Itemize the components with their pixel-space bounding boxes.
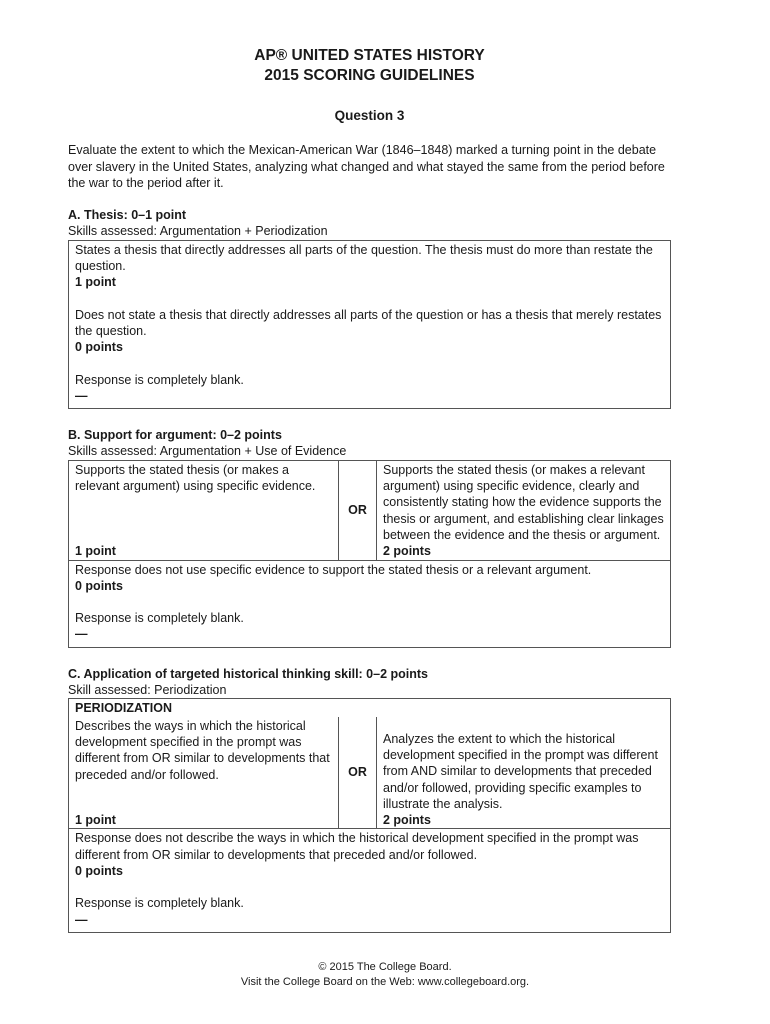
section-a-box: [68, 240, 671, 409]
section-b-crit0: Response does not use specific evidence to support the stated thesis or a relevant argument.: [75, 562, 592, 577]
section-b-dash: —: [75, 627, 88, 642]
section-b-skills: Skills assessed: Argumentation + Use of Evidence: [68, 444, 347, 459]
section-c-score0: 0 points: [75, 863, 123, 878]
section-b-split-row: [69, 461, 670, 561]
section-a-blank: Response is completely blank.: [75, 372, 244, 387]
section-b-left-text: Supports the stated thesis (or makes a relevant argument) using specific evidence.: [75, 462, 316, 494]
section-c-crit0: Response does not describe the ways in which the historical development specified in the prompt was different from OR similar to developments that preceded and/or followed.: [75, 831, 639, 862]
section-b-right-cell: [377, 461, 670, 560]
section-a-criteria: [69, 241, 670, 408]
footer-visit: Visit the College Board on the Web: www.collegeboard.org.: [240, 976, 530, 988]
section-c-dash: —: [75, 912, 88, 927]
section-c-split-row: [69, 717, 670, 830]
question-prompt: Evaluate the extent to which the Mexican-American War (1846–1848) marked a turning point in the debate over slavery in the United States, analyzing what changed and what stayed the same from the period before the war to the period after it.: [68, 143, 665, 190]
section-a-dash: —: [75, 388, 88, 403]
document-page: [68, 46, 671, 933]
section-c-right-score: 2 points: [383, 813, 431, 828]
section-a-score1: 1 point: [75, 275, 116, 290]
section-b-right-score: 2 points: [383, 544, 431, 559]
section-c-left-cell: [69, 717, 339, 829]
section-a-crit0: Does not state a thesis that directly addresses all parts of the question or has a thesis that merely restates the question.: [75, 307, 662, 338]
section-c-heading: C. Application of targeted historical thinking skill: 0–2 points: [68, 666, 428, 681]
section-a-score0: 0 points: [75, 340, 123, 355]
section-c-right-text: Analyzes the extent to which the historical development specified in the prompt was different from AND similar to developments that preceded and/or followed, providing specific examples to illustrate the analysis.: [383, 731, 658, 811]
section-c-skills: Skill assessed: Periodization: [68, 683, 227, 698]
section-b-or: OR: [339, 461, 377, 560]
section-b-box: [68, 460, 671, 648]
question-number: Question 3: [334, 108, 405, 123]
section-a-heading: A. Thesis: 0–1 point: [68, 208, 187, 223]
section-c-left-text: Describes the ways in which the historical development specified in the prompt was different from OR similar to developments that preceded and/or followed.: [75, 718, 330, 782]
section-b-left-cell: [69, 461, 339, 560]
section-c-left-score: 1 point: [75, 813, 116, 828]
section-b-left-score: 1 point: [75, 544, 116, 559]
section-c-or: OR: [339, 717, 377, 829]
page-title-line2: 2015 SCORING GUIDELINES: [264, 67, 475, 84]
section-c-right-cell: [377, 717, 670, 829]
section-a-skills: Skills assessed: Argumentation + Periodization: [68, 224, 328, 239]
section-c-zero-cell: [69, 829, 670, 931]
section-b-heading: B. Support for argument: 0–2 points: [68, 428, 282, 443]
section-c-blank: Response is completely blank.: [75, 896, 244, 911]
footer-copyright: © 2015 The College Board.: [318, 961, 452, 973]
page-title-line1: AP® UNITED STATES HISTORY: [254, 47, 485, 64]
section-b-blank: Response is completely blank.: [75, 611, 244, 626]
section-c-label: PERIODIZATION: [75, 701, 172, 716]
page-footer: [0, 960, 770, 990]
section-b-right-text: Supports the stated thesis (or makes a relevant argument) using specific evidence, clearly and consistently stating how the evidence supports the thesis or argument, and establishing clear linkages between the evidence and the thesis or argument.: [383, 462, 664, 542]
section-a-crit1: States a thesis that directly addresses all parts of the question. The thesis must do more than restate the question.: [75, 242, 653, 274]
section-b-zero-cell: [69, 561, 670, 647]
section-c-box: [68, 698, 671, 933]
section-b-score0: 0 points: [75, 578, 123, 593]
